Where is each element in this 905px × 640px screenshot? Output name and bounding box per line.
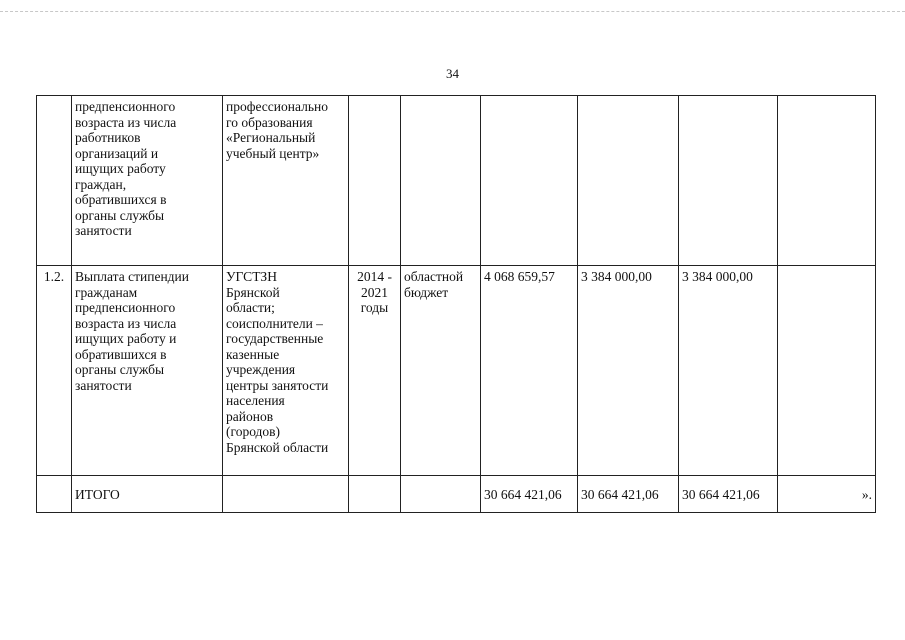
executor-line: государственные — [226, 331, 324, 346]
activity-line: гражданам — [75, 284, 138, 300]
executor-line: учебный центр» — [226, 145, 320, 161]
activity-line: обратившихся в — [75, 346, 167, 362]
executor-line: го образования — [226, 114, 313, 130]
activity-line: возраста из числа — [75, 315, 177, 331]
years-line: годы — [360, 300, 389, 315]
activity-line: занятости — [75, 223, 132, 238]
executor-line: области; — [226, 300, 275, 315]
funding-source-line: бюджет — [404, 284, 449, 300]
amount-cell — [679, 96, 778, 266]
activity-line: возраста из числа — [75, 114, 177, 130]
total-row — [37, 476, 876, 513]
total-source-cell — [401, 476, 481, 513]
row-number-cell: 1.2. — [37, 266, 72, 476]
executor-line: соисполнители – — [226, 315, 323, 331]
executor-line: (городов) — [226, 424, 281, 439]
activity-line: ищущих работу — [75, 161, 166, 176]
total-label: ИТОГО — [72, 476, 223, 513]
years-cell — [349, 96, 401, 266]
total-amount-cell: 30 664 421,06 — [481, 476, 578, 513]
table-row — [37, 266, 876, 476]
activity-line: организаций и — [75, 145, 159, 161]
executor-cell — [223, 266, 349, 476]
activity-line: органы службы — [75, 207, 165, 223]
amount-cell — [778, 266, 876, 476]
executor-line: Брянской области — [226, 439, 329, 455]
executor-line: УГСТЗН — [226, 269, 277, 284]
scan-edge-artifact — [0, 11, 905, 12]
activity-line: ищущих работу и — [75, 331, 177, 346]
activity-cell — [72, 266, 223, 476]
funding-source-cell — [401, 96, 481, 266]
executor-line: центры занятости — [226, 377, 329, 393]
total-number-cell — [37, 476, 72, 513]
funding-source-cell — [401, 266, 481, 476]
amount-cell — [481, 96, 578, 266]
activity-line: предпенсионного — [75, 300, 176, 315]
activity-line: граждан, — [75, 176, 127, 192]
total-executor-cell — [223, 476, 349, 513]
total-amount-cell: 30 664 421,06 — [578, 476, 679, 513]
activity-line: предпенсионного — [75, 99, 176, 114]
funding-source-line: областной — [404, 269, 464, 284]
executor-line: учреждения — [226, 362, 296, 377]
page-number: 34 — [446, 66, 459, 81]
amount-cell — [778, 96, 876, 266]
row-number-cell — [37, 96, 72, 266]
amount-cell: 4 068 659,57 — [481, 266, 578, 476]
amount-cell — [578, 96, 679, 266]
executor-line: Брянской — [226, 284, 280, 300]
executor-line: районов — [226, 408, 274, 424]
budget-table — [36, 95, 876, 513]
years-cell — [349, 266, 401, 476]
executor-line: населения — [226, 393, 285, 408]
activity-line: обратившихся в — [75, 192, 167, 207]
activity-line: работников — [75, 130, 141, 145]
amount-cell: 3 384 000,00 — [578, 266, 679, 476]
activity-cell — [72, 96, 223, 266]
executor-line: «Региональный — [226, 130, 316, 145]
amount-cell: 3 384 000,00 — [679, 266, 778, 476]
total-amount-cell: 30 664 421,06 — [679, 476, 778, 513]
total-years-cell — [349, 476, 401, 513]
executor-cell — [223, 96, 349, 266]
executor-line: профессионально — [226, 99, 328, 114]
activity-line: занятости — [75, 377, 132, 393]
activity-line: Выплата стипендии — [75, 269, 189, 284]
years-line: 2014 - — [357, 269, 392, 284]
table-row — [37, 96, 876, 266]
years-line: 2021 — [361, 284, 388, 300]
activity-line: органы службы — [75, 362, 165, 377]
executor-line: казенные — [226, 346, 280, 362]
closing-quote-mark: ». — [778, 476, 876, 513]
